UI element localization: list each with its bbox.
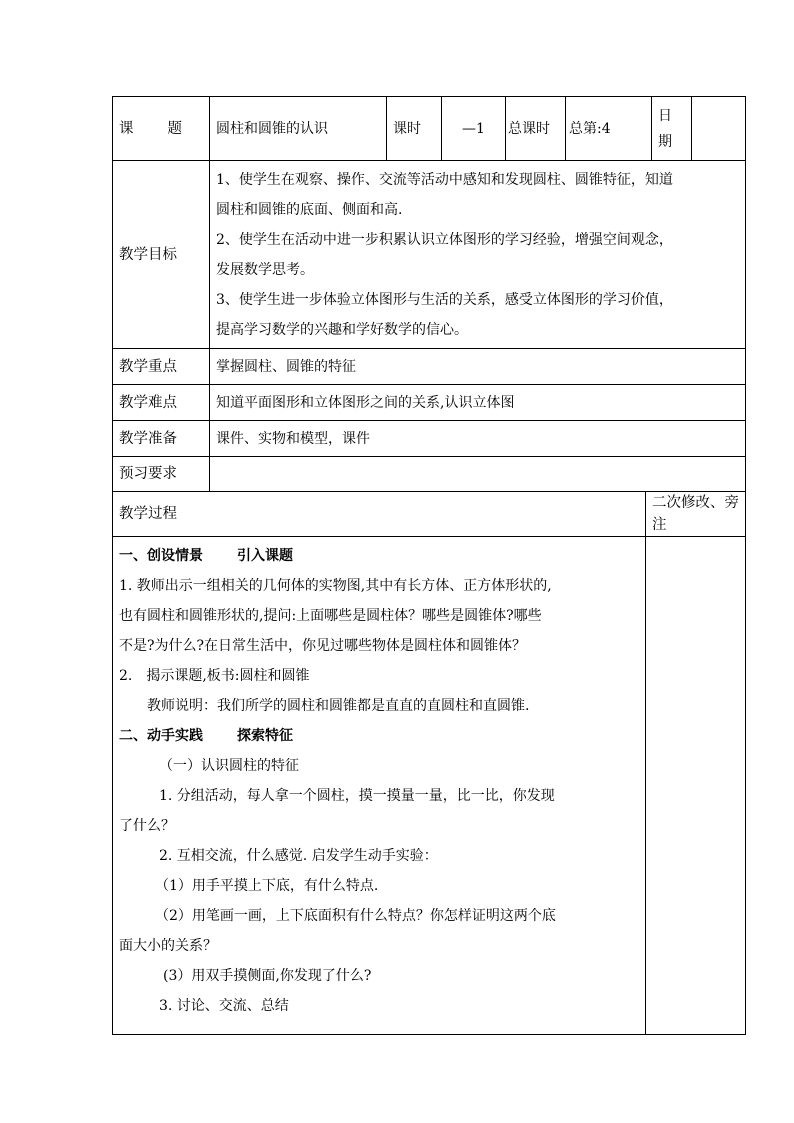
goals-label: 教学目标 bbox=[113, 161, 210, 349]
section-title-part: 引入课题 bbox=[237, 548, 293, 564]
preparation-label: 教学准备 bbox=[113, 421, 210, 457]
date-label-a: 日 bbox=[658, 107, 672, 124]
total-number: 总第:4 bbox=[566, 97, 652, 161]
subsection-title: （一）认识圆柱的特征 bbox=[159, 758, 299, 774]
course-label-a: 课 bbox=[119, 120, 134, 137]
difficulty-label: 教学难点 bbox=[113, 385, 210, 421]
preview-label: 预习要求 bbox=[113, 457, 210, 492]
paragraph-line: 不是?为什么?在日常生活中，你见过哪些物体是圆柱体和圆锥体？ bbox=[119, 638, 527, 654]
paragraph-line: 1. 教师出示一组相关的几何体的实物图,其中有长方体、正方体形状的, bbox=[119, 578, 552, 594]
preview-row bbox=[113, 457, 746, 492]
paragraph-line: 了什么？ bbox=[119, 818, 175, 834]
notes-content bbox=[646, 537, 746, 1035]
goal-line: 提高学习数学的兴趣和学好数学的信心。 bbox=[216, 321, 468, 338]
total-period-label: 总课时 bbox=[506, 97, 566, 161]
difficulty-row bbox=[113, 385, 746, 421]
date-label-b: 期 bbox=[658, 133, 672, 150]
goals-content bbox=[210, 161, 746, 349]
date-label bbox=[652, 97, 692, 161]
process-row bbox=[113, 537, 746, 1035]
paragraph-line: 也有圆柱和圆锥形状的,提问:上面哪些是圆柱体？哪些是圆锥体?哪些 bbox=[119, 608, 542, 624]
goal-line: 发展数学思考。 bbox=[216, 261, 314, 278]
section-title bbox=[119, 721, 639, 751]
course-label-b: 题 bbox=[167, 120, 182, 137]
paragraph-line: 2. 揭示课题,板书:圆柱和圆锥 bbox=[119, 668, 310, 684]
goal-line: 2、使学生在活动中进一步积累认识立体图形的学习经验，增强空间观念， bbox=[216, 231, 673, 248]
section-title bbox=[119, 541, 639, 571]
goal-line: 1、使学生在观察、操作、交流等活动中感知和发现圆柱、圆锥特征，知道 bbox=[216, 171, 673, 188]
notes-label: 二次修改、旁注 bbox=[646, 492, 746, 537]
paragraph-line: 面大小的关系？ bbox=[119, 938, 217, 954]
process-header-row bbox=[113, 492, 746, 537]
section-title-part: 二、动手实践 bbox=[119, 728, 203, 744]
key-point-value: 掌握圆柱、圆锥的特征 bbox=[210, 349, 746, 385]
period-value: —1 bbox=[442, 97, 506, 161]
paragraph-line: 教师说明：我们所学的圆柱和圆锥都是直直的直圆柱和直圆锥. bbox=[147, 698, 530, 714]
course-title: 圆柱和圆锥的认识 bbox=[210, 97, 387, 161]
period-label: 课时 bbox=[387, 97, 442, 161]
goal-line: 3、使学生进一步体验立体图形与生活的关系，感受立体图形的学习价值， bbox=[216, 291, 673, 308]
preview-value bbox=[210, 457, 746, 492]
course-label bbox=[113, 97, 210, 161]
section-title-part: 探索特征 bbox=[237, 728, 293, 744]
paragraph-line: （1）用手平摸上下底，有什么特点. bbox=[155, 878, 379, 894]
difficulty-value: 知道平面图形和立体图形之间的关系,认识立体图 bbox=[210, 385, 746, 421]
paragraph-line: (3）用双手摸侧面,你发现了什么? bbox=[163, 968, 372, 984]
key-point-row bbox=[113, 349, 746, 385]
preparation-row bbox=[113, 421, 746, 457]
lesson-plan-table bbox=[112, 96, 746, 1035]
section-title-part: 一、创设情景 bbox=[119, 548, 203, 564]
header-row bbox=[113, 97, 746, 161]
preparation-value: 课件、实物和模型，课件 bbox=[210, 421, 746, 457]
paragraph-line: 2. 互相交流，什么感觉. 启发学生动手实验： bbox=[159, 848, 438, 864]
paragraph-line: 1. 分组活动，每人拿一个圆柱，摸一摸量一量，比一比，你发现 bbox=[159, 788, 555, 804]
process-content bbox=[113, 537, 646, 1035]
goal-line: 圆柱和圆锥的底面、侧面和高. bbox=[216, 201, 403, 218]
goals-row bbox=[113, 161, 746, 349]
process-label: 教学过程 bbox=[113, 492, 646, 537]
date-value bbox=[692, 97, 746, 161]
paragraph-line: 3. 讨论、交流、总结 bbox=[159, 998, 289, 1014]
paragraph-line: （2）用笔画一画，上下底面积有什么特点？你怎样证明这两个底 bbox=[155, 908, 556, 924]
key-point-label: 教学重点 bbox=[113, 349, 210, 385]
